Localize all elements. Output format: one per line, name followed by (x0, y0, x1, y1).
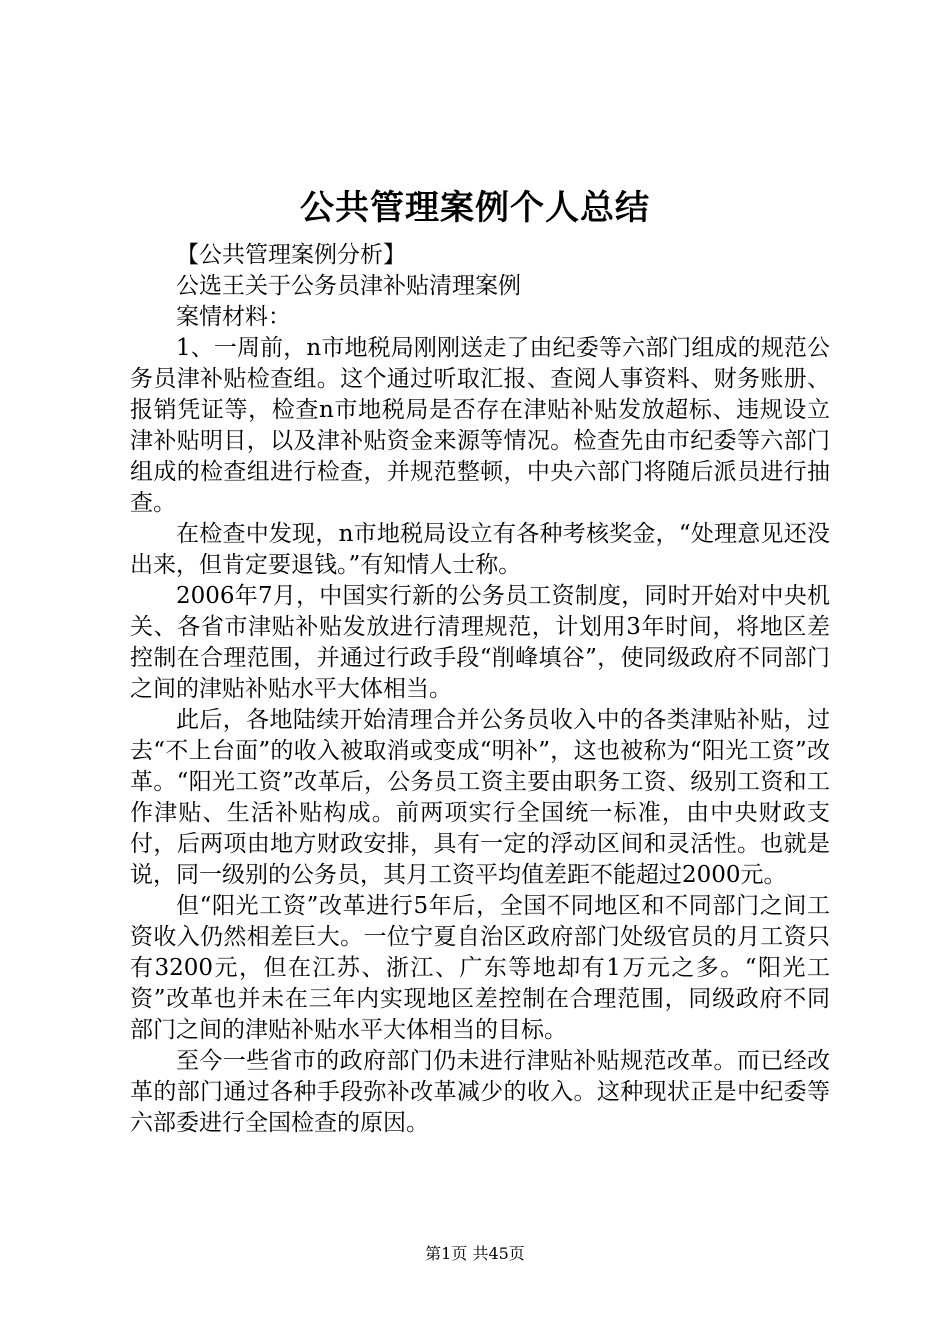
paragraph: 至今一些省市的政府部门仍未进行津贴补贴规范改革。而已经改革的部门通过各种手段弥补改革减少的收入。这种现状正是中纪委等六部委进行全国检查的原因。 (130, 1048, 830, 1136)
paragraph: 1、一周前，n市地税局刚刚送走了由纪委等六部门组成的规范公务员津补贴检查组。这个通过听取汇报、查阅人事资料、财务账册、报销凭证等，检查n市地税局是否存在津贴补贴发放超标、违规设立津补贴明目，以及津补贴资金来源等情况。检查先由市纪委等六部门组成的检查组进行检查，并规范整顿，中央六部门将随后派员进行抽查。 (130, 335, 830, 516)
paragraph: 但“阳光工资”改革进行5年后，全国不同地区和不同部门之间工资收入仍然相差巨大。一位宁夏自治区政府部门处级官员的月工资只有3200元，但在江苏、浙江、广东等地却有1万元之多。“阳光工资”改革也并未在三年内实现地区差控制在合理范围，同级政府不同部门之间的津贴补贴水平大体相当的目标。 (130, 893, 830, 1043)
paragraph: 在检查中发现，n市地税局设立有各种考核奖金，“处理意见还没出来，但肯定要退钱。”有知情人士称。 (130, 521, 830, 578)
page-title: 公共管理案例个人总结 (300, 188, 650, 228)
paragraph-case-title: 公选王关于公务员津补贴清理案例 (176, 273, 521, 299)
paragraph-heading: 【公共管理案例分析】 (176, 242, 406, 268)
paragraph: 此后，各地陆续开始清理合并公务员收入中的各类津贴补贴，过去“不上台面”的收入被取消或变成“明补”，这也被称为“阳光工资”改革。“阳光工资”改革后，公务员工资主要由职务工资、级别工资和工作津贴、生活补贴构成。前两项实行全国统一标准，由中央财政支付，后两项由地方财政安排，具有一定的浮动区间和灵活性。也就是说，同一级别的公务员，其月工资平均值差距不能超过2000元。 (130, 707, 830, 888)
paragraph: 2006年7月，中国实行新的公务员工资制度，同时开始对中央机关、各省市津贴补贴发放进行清理规范，计划用3年时间，将地区差控制在合理范围，并通过行政手段“削峰填谷”，使同级政府不同部门之间的津贴补贴水平大体相当。 (130, 583, 830, 702)
document-body (130, 240, 830, 1139)
page-number-footer: 第1页 共45页 (425, 1244, 525, 1263)
paragraph-case-material-label: 案情材料： (176, 304, 291, 330)
